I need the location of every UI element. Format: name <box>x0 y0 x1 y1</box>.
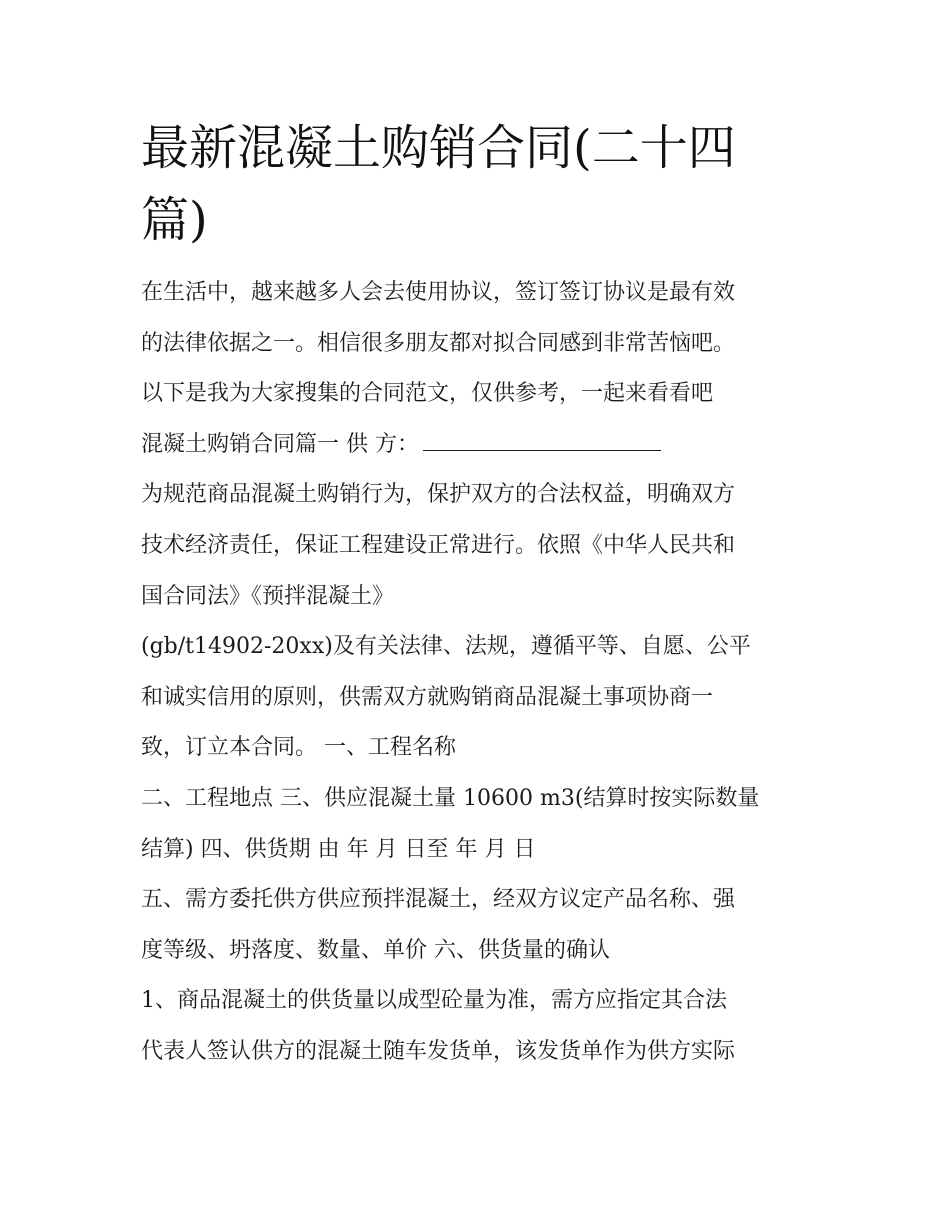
body-line: 度等级、坍落度、数量、单价 六、供货量的确认 <box>141 937 610 963</box>
body-line: 二、工程地点 三、供应混凝土量 10600 m3(结算时按实际数量 <box>141 785 760 811</box>
supplier-label: 混凝土购销合同篇一 供 方： <box>141 431 419 457</box>
title-line-2: 篇) <box>141 192 208 248</box>
body-line: 国合同法》《预拌混凝土》 <box>141 583 395 609</box>
supplier-line <box>141 420 821 471</box>
body-line: 和诚实信用的原则，供需双方就购销商品混凝土事项协商一 <box>141 684 714 710</box>
supplier-blank-field <box>423 424 661 451</box>
body-line: 致，订立本合同。 一、工程名称 <box>141 735 456 761</box>
document-title <box>141 112 821 256</box>
body-line: 1、商品混凝土的供货量以成型砼量为准，需方应指定其合法 <box>141 988 727 1014</box>
body-line: 在生活中，越来越多人会去使用协议，签订签订协议是最有效 <box>141 280 736 305</box>
body-line: 技术经济责任，保证工程建设正常进行。依照《中华人民共和 <box>141 532 736 558</box>
body-line: 的法律依据之一。相信很多朋友都对拟合同感到非常苦恼吧。 <box>141 330 736 356</box>
title-line-1: 最新混凝土购销合同(二十四 <box>141 120 736 176</box>
document-body <box>141 268 821 1078</box>
body-line: 结算) 四、供货期 由 年 月 日至 年 月 日 <box>141 836 536 862</box>
body-line: 五、需方委托供方供应预拌混凝土，经双方议定产品名称、强 <box>141 887 736 913</box>
document-page <box>141 112 821 1078</box>
body-line: 代表人签认供方的混凝土随车发货单，该发货单作为供方实际 <box>141 1038 736 1064</box>
body-line: 以下是我为大家搜集的合同范文，仅供参考，一起来看看吧 <box>141 381 714 407</box>
body-line: (gb/t14902-20xx)及有关法律、法规，遵循平等、自愿、公平 <box>141 634 751 660</box>
body-line: 为规范商品混凝土购销行为，保护双方的合法权益，明确双方 <box>141 482 736 508</box>
